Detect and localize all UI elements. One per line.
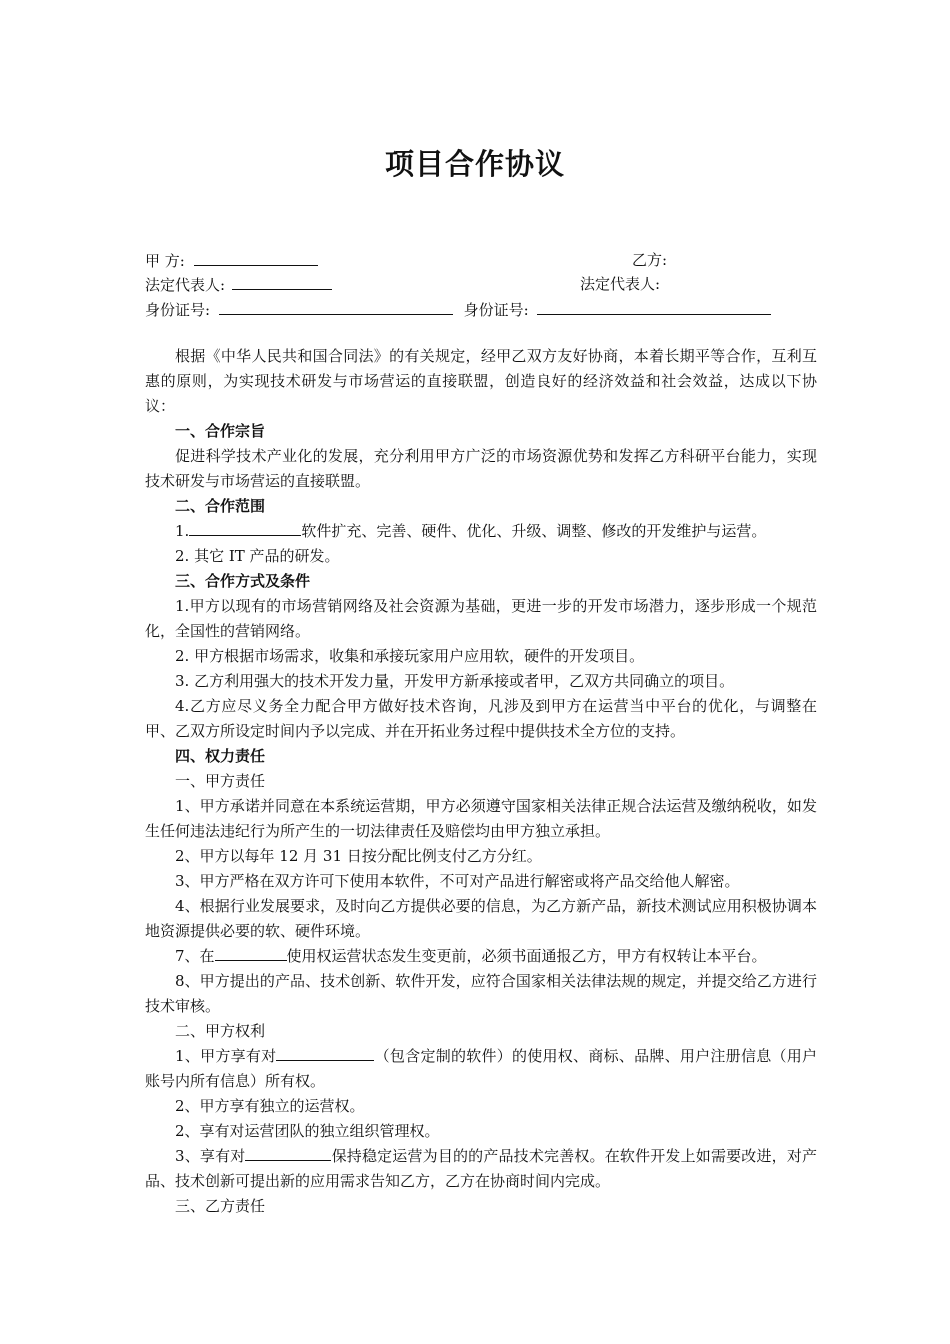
party-a-rights-heading: 二、甲方权利	[175, 1022, 266, 1040]
section-3-item-4: 4.乙方应尽义务全力配合甲方做好技术咨询，凡涉及到甲方在运营当中平台的优化，与调整在甲、乙双方所设定时间内予以完成、并在开拓业务过程中提供技术全方位的支持。	[145, 697, 817, 740]
intro-paragraph: 根据《中华人民共和国合同法》的有关规定，经甲乙双方友好协商，本着长期平等合作，互利互惠的原则，为实现技术研发与市场营运的直接联盟，创造良好的经济效益和社会效益，达成以下协议：	[145, 347, 817, 415]
id-b-label: 身份证号:	[463, 301, 529, 319]
section-3-heading: 三、合作方式及条件	[175, 572, 311, 590]
duty-7-prefix: 7、在	[175, 947, 215, 965]
section-4-heading: 四、权力责任	[175, 747, 266, 765]
party-a-label: 甲 方:	[145, 252, 185, 270]
rep-a-label: 法定代表人:	[145, 276, 226, 294]
party-b-line	[632, 250, 667, 270]
right-1-suffix: （包含定制的软件）的使用权、商标、品牌、用户注册信息（用户账号内所有信息）所有权。	[145, 1047, 817, 1090]
right-1-blank	[276, 1044, 374, 1061]
rep-b-label: 法定代表人:	[580, 275, 661, 293]
right-1-prefix: 1、甲方享有对	[175, 1047, 277, 1065]
party-a-blank	[194, 250, 318, 266]
party-b-duties-heading: 三、乙方责任	[175, 1197, 266, 1215]
right-4-blank	[245, 1144, 331, 1161]
rep-b-line	[580, 274, 660, 294]
right-1	[145, 1044, 817, 1094]
section-3-item-1: 1.甲方以现有的市场营销网络及社会资源为基础，更进一步的开发市场潜力，逐步形成一个规范化，全国性的营销网络。	[145, 597, 817, 640]
duty-7-blank	[215, 944, 287, 961]
section-2-item-1-suffix: 软件扩充、完善、硬件、优化、升级、调整、修改的开发维护与运营。	[301, 522, 767, 540]
id-line	[145, 299, 771, 320]
party-b-label: 乙方:	[632, 251, 668, 269]
id-a-blank	[219, 299, 453, 315]
section-3-item-2: 2. 甲方根据市场需求，收集和承接玩家用户应用软，硬件的开发项目。	[175, 647, 645, 665]
duty-7	[145, 944, 817, 969]
party-a-line	[145, 250, 318, 271]
section-2-item-2: 2. 其它 IT 产品的研发。	[175, 547, 340, 565]
right-4-suffix: 保持稳定运营为目的的产品技术完善权。在软件开发上如需要改进，对产品、技术创新可提出新的应用需求告知乙方，乙方在协商时间内完成。	[145, 1147, 817, 1190]
right-4-prefix: 3、享有对	[175, 1147, 246, 1165]
duty-1: 1、甲方承诺并同意在本系统运营期，甲方必须遵守国家相关法律正规合法运营及缴纳税收，如发生任何违法违纪行为所产生的一切法律责任及赔偿均由甲方独立承担。	[145, 797, 817, 840]
duty-2: 2、甲方以每年 12 月 31 日按分配比例支付乙方分红。	[175, 847, 542, 865]
right-2: 2、甲方享有独立的运营权。	[175, 1097, 365, 1115]
rep-a-blank	[232, 274, 332, 290]
page-title: 项目合作协议	[384, 147, 565, 181]
id-a-label: 身份证号:	[145, 301, 211, 319]
agreement-body	[145, 344, 817, 1219]
section-1-text: 促进科学技术产业化的发展，充分利用甲方广泛的市场资源优势和发挥乙方科研平台能力，实现技术研发与市场营运的直接联盟。	[145, 447, 817, 490]
duty-8: 8、甲方提出的产品、技术创新、软件开发，应符合国家相关法律法规的规定，并提交给乙方进行技术审核。	[145, 972, 817, 1015]
right-3: 2、享有对运营团队的独立组织管理权。	[175, 1122, 440, 1140]
right-4	[145, 1144, 817, 1194]
section-2-item-1-prefix: 1.	[175, 522, 190, 540]
party-a-duties-heading: 一、甲方责任	[175, 772, 266, 790]
section-3-item-3: 3. 乙方利用强大的技术开发力量，开发甲方新承接或者甲，乙双方共同确立的项目。	[175, 672, 735, 690]
section-2-item-1-blank	[189, 519, 301, 536]
section-1-heading: 一、合作宗旨	[175, 422, 266, 440]
section-2-item-1	[145, 519, 817, 544]
rep-a-line	[145, 274, 332, 295]
duty-7-suffix: 使用权运营状态发生变更前，必须书面通报乙方，甲方有权转让本平台。	[286, 947, 767, 965]
duty-3: 3、甲方严格在双方许可下使用本软件，不可对产品进行解密或将产品交给他人解密。	[175, 872, 740, 890]
id-b-blank	[537, 299, 771, 315]
duty-4: 4、根据行业发展要求，及时向乙方提供必要的信息，为乙方新产品，新技术测试应用积极协调本地资源提供必要的软、硬件环境。	[145, 897, 817, 940]
section-2-heading: 二、合作范围	[175, 497, 266, 515]
